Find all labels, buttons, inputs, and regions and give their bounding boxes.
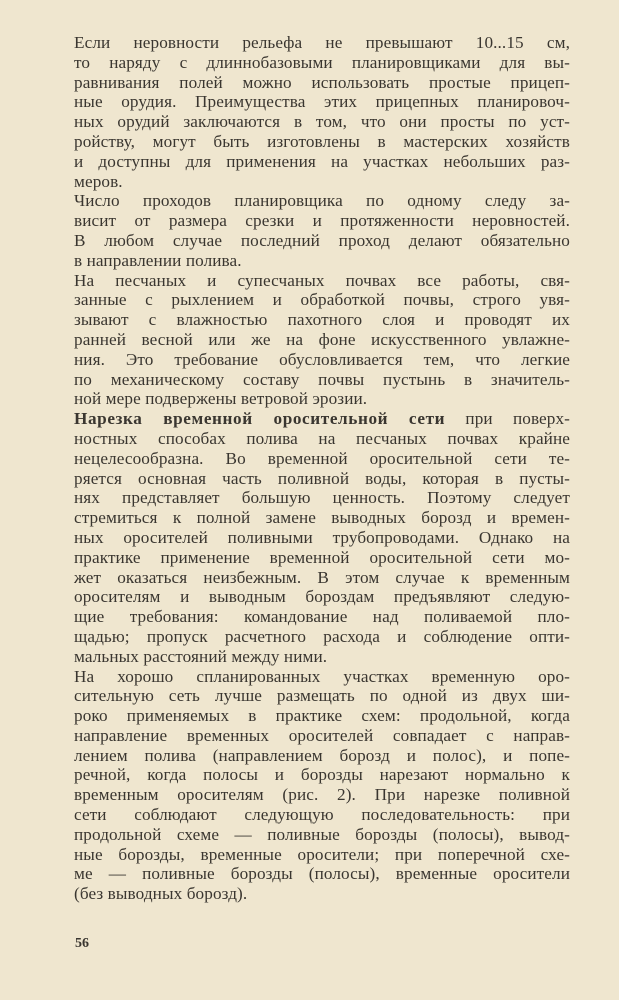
text-line: (без выводных борозд). — [74, 884, 248, 904]
text-line: по механическому составу почвы пустынь в значитель- — [74, 369, 570, 389]
text-line: ностных способах полива на песчаных почвах крайне — [74, 428, 570, 448]
text-line: Число проходов планировщика по одному следу за- — [74, 191, 570, 211]
text-line: щие требования: командование над поливаемой пло- — [74, 607, 570, 627]
text-line: ранней весной или же на фоне искусственного увлажне- — [74, 329, 570, 349]
section-heading: Нарезка временной оросительной сети — [74, 409, 446, 429]
heading-line-rest: при поверх- — [445, 409, 570, 429]
text-line — [74, 409, 570, 429]
text-line: ные борозды, временные оросители; при поперечной схе- — [74, 844, 570, 864]
text-line: мальных расстояний между ними. — [74, 646, 328, 666]
text-line: сительную сеть лучше размещать по одной из двух ши- — [74, 686, 570, 706]
text-line: ройству, могут быть изготовлены в мастерских хозяйств — [74, 131, 570, 151]
text-line: ме — поливные борозды (полосы), временные оросители — [74, 864, 570, 884]
text-line: то наряду с длиннобазовыми планировщиками для вы- — [74, 52, 570, 72]
text-line: жет оказаться неизбежным. В этом случае к временным — [74, 567, 570, 587]
text-line: лением полива (направлением борозд и полос), и попе- — [74, 745, 570, 765]
text-line: речной, когда полосы и борозды нарезают нормально к — [74, 765, 570, 785]
text-line: нях представляет большую ценность. Поэтому следует — [74, 488, 570, 508]
body-text — [74, 33, 570, 904]
text-line: сети соблюдают следующую последовательность: при — [74, 805, 570, 825]
text-line: роко применяемых в практике схем: продольной, когда — [74, 706, 570, 726]
text-line: в направлении полива. — [74, 250, 242, 270]
paragraph — [74, 667, 570, 905]
text-line: зывают с влажностью пахотного слоя и проводят их — [74, 310, 570, 330]
text-line: В любом случае последний проход делают обязательно — [74, 230, 570, 250]
text-line: временным оросителям (рис. 2). При нарезке поливной — [74, 785, 570, 805]
paragraph — [74, 191, 570, 270]
text-line: меров. — [74, 171, 123, 191]
text-line: ные орудия. Преимущества этих прицепных планировоч- — [74, 92, 570, 112]
text-line: занные с рыхлением и обработкой почвы, строго увя- — [74, 290, 570, 310]
text-line: ных орудий заключаются в том, что они просты по уст- — [74, 112, 570, 132]
text-line: нецелесообразна. Во временной оросительной сети те- — [74, 448, 570, 468]
text-line: ния. Это требование обусловливается тем, что легкие — [74, 349, 570, 369]
text-line: и доступны для применения на участках небольших раз- — [74, 151, 570, 171]
text-line: продольной схеме — поливные борозды (полосы), вывод- — [74, 824, 570, 844]
text-line: Если неровности рельефа не превышают 10...15 см, — [74, 33, 570, 52]
text-line: ряется основная часть поливной воды, которая в пусты- — [74, 468, 570, 488]
text-line: На песчаных и супесчаных почвах все работы, свя- — [74, 270, 570, 290]
page-number: 56 — [75, 936, 89, 951]
text-line: стремиться к полной замене выводных борозд и времен- — [74, 508, 570, 528]
text-line: равнивания полей можно использовать простые прицеп- — [74, 72, 570, 92]
text-line: практике применение временной оросительной сети мо- — [74, 547, 570, 567]
text-line: На хорошо спланированных участках временную оро- — [74, 666, 570, 686]
paragraph — [74, 33, 570, 191]
paragraph — [74, 409, 570, 666]
text-line: ных оросителей поливными трубопроводами. Однако на — [74, 527, 570, 547]
text-line: направление временных оросителей совпадает с направ- — [74, 725, 570, 745]
text-line: оросителям и выводным бороздам предъявляют следую- — [74, 587, 570, 607]
text-line: щадью; пропуск расчетного расхода и соблюдение опти- — [74, 626, 570, 646]
text-line: висит от размера срезки и протяженности неровностей. — [74, 211, 570, 231]
paragraph — [74, 271, 570, 410]
text-line: ной мере подвержены ветровой эрозии. — [74, 389, 368, 409]
